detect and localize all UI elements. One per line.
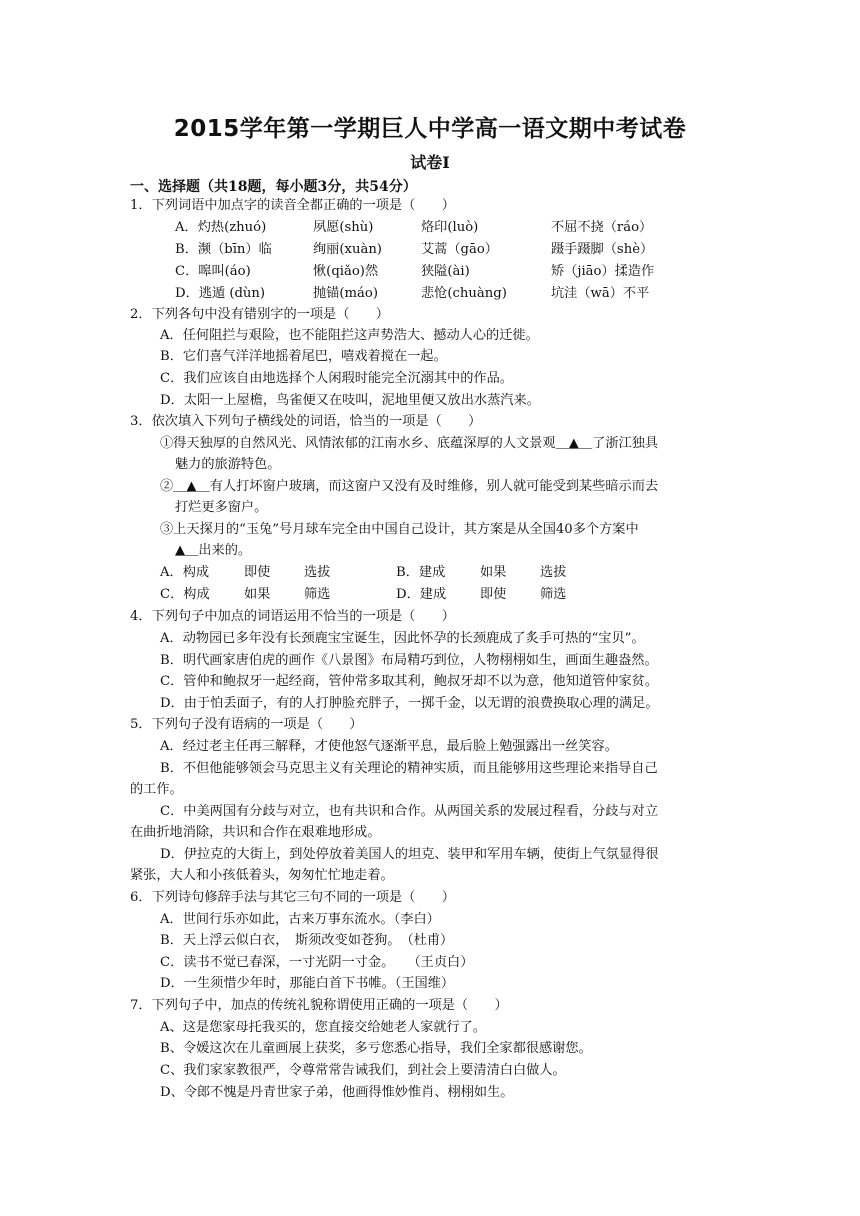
option-cell: 不屈不挠（ráo） <box>551 220 653 235</box>
question-4-option-a: A．动物园已多年没有长颈鹿宝宝诞生，因此怀孕的长颈鹿成了炙手可热的“宝贝”。 <box>160 631 645 646</box>
question-6-option-a: A．世间行乐亦如此，古来万事东流水。（李白） <box>160 912 440 927</box>
option-cell: 选拔 <box>304 565 331 580</box>
option-cell: 筛选 <box>304 587 331 602</box>
question-5-option-a: A．经过老主任再三解释，才使他怒气逐渐平息，最后脸上勉强露出一丝笑容。 <box>160 739 618 754</box>
option-cell: 如果 <box>480 565 507 580</box>
question-5-stem: 5．下列句子没有语病的一项是（ ） <box>130 717 363 732</box>
option-cell: C．构成 <box>160 587 210 602</box>
question-2-option-a: A．任何阻拦与艰险，也不能阻拦这声势浩大、撼动人心的迁徙。 <box>160 328 539 343</box>
option-cell: 狭隘(ài) <box>421 264 470 279</box>
question-7-option-b: B、令媛这次在儿童画展上获奖，多亏您悉心指导，我们全家都很感谢您。 <box>160 1041 592 1056</box>
question-1-option-b <box>175 241 653 259</box>
option-cell: C．嗥叫(áo) <box>175 264 251 279</box>
option-cell: A．构成 <box>160 565 210 580</box>
option-cell: 悲怆(chuàng) <box>421 286 507 301</box>
question-3-sentence-1: ①得天独厚的自然风光、风情浓郁的江南水乡、底蕴深厚的人文景观＿▲＿了浙江独具 <box>160 436 659 451</box>
option-cell: 抛锚(máo) <box>313 286 378 301</box>
section-heading: 一、选择题（共18题，每小题3分，共54分） <box>130 179 417 195</box>
question-3-stem: 3．依次填入下列句子横线处的词语，恰当的一项是（ ） <box>130 414 482 429</box>
question-3-options-ab <box>160 564 566 582</box>
question-3-sentence-2: ②＿▲＿有人打坏窗户玻璃，而这窗户又没有及时维修，别人就可能受到某些暗示而去 <box>160 479 659 494</box>
question-7-option-c: C、我们家家教很严，令尊常常告诫我们，到社会上要清清白白做人。 <box>160 1063 566 1078</box>
option-cell: 坑洼（wā）不平 <box>551 286 650 301</box>
question-4-option-c: C．管仲和鲍叔牙一起经商，管仲常多取其利，鲍叔牙却不以为意，他知道管仲家贫。 <box>160 674 659 689</box>
question-6-option-c: C．读书不觉已春深，一寸光阴一寸金。 （王贞白） <box>160 955 474 970</box>
option-cell: 筛选 <box>540 587 567 602</box>
question-6-option-d: D．一生须惜少年时，那能白首下书帷。（王国维） <box>160 976 455 991</box>
question-5-option-d-cont: 紧张，大人和小孩低着头，匆匆忙忙地走着。 <box>130 868 394 883</box>
question-2-option-d: D．太阳一上屋檐，鸟雀便又在吱叫，泥地里便又放出水蒸汽来。 <box>160 393 540 408</box>
option-cell: 绚丽(xuàn) <box>313 242 382 257</box>
question-1-stem: 1．下列词语中加点字的读音全都正确的一项是（ ） <box>130 198 455 213</box>
option-cell: 即使 <box>480 587 507 602</box>
option-cell: 选拔 <box>540 565 567 580</box>
question-2-option-b: B．它们喜气洋洋地摇着尾巴，嘻戏着搅在一起。 <box>160 349 447 364</box>
question-3-sentence-2-cont: 打烂更多窗户。 <box>175 500 268 515</box>
question-4-stem: 4．下列句子中加点的词语运用不恰当的一项是（ ） <box>130 609 455 624</box>
option-cell: 矫（jiāo）揉造作 <box>551 264 655 279</box>
paper-subtitle: 试卷Ⅰ <box>410 153 450 172</box>
question-2-stem: 2．下列各句中没有错别字的一项是（ ） <box>130 307 389 322</box>
option-cell: 即使 <box>244 565 271 580</box>
question-3-sentence-3-cont: ▲＿出来的。 <box>175 543 252 558</box>
question-1-option-d <box>175 285 649 303</box>
page-title: 2015学年第一学期巨人中学高一语文期中考试卷 <box>173 116 687 142</box>
question-6-option-b: B．天上浮云似白衣， 斯须改变如苍狗。 （杜甫） <box>160 933 454 948</box>
question-7-stem: 7．下列句子中，加点的传统礼貌称谓使用正确的一项是（ ） <box>130 998 508 1013</box>
option-cell: A．灼热(zhuó) <box>175 220 267 235</box>
question-5-option-b-cont: 的工作。 <box>130 782 183 797</box>
option-cell: 如果 <box>244 587 271 602</box>
question-4-option-d: D．由于怕丢面子，有的人打肿脸充胖子，一掷千金，以无谓的浪费换取心理的满足。 <box>160 696 659 711</box>
question-5-option-c-cont: 在曲折地消除，共识和合作在艰难地形成。 <box>130 825 381 840</box>
question-1-option-c <box>175 263 654 281</box>
question-4-option-b: B．明代画家唐伯虎的画作《八景图》布局精巧到位，人物栩栩如生，画面生趣盎然。 <box>160 653 658 668</box>
question-5-option-d: D．伊拉克的大街上，到处停放着美国人的坦克、装甲和军用车辆，使街上气氛显得很 <box>160 847 659 862</box>
question-5-option-b: B．不但他能够领会马克思主义有关理论的精神实质，而且能够用这些理论来指导自己 <box>160 761 658 776</box>
question-3-sentence-1-cont: 魅力的旅游特色。 <box>175 457 281 472</box>
question-2-option-c: C．我们应该自由地选择个人闲瑕时能完全沉溺其中的作品。 <box>160 371 513 386</box>
question-7-option-a: A、这是您家母托我买的，您直接交给她老人家就行了。 <box>160 1020 487 1035</box>
question-7-option-d: D、令郎不愧是丹青世家子弟，他画得惟妙惟肖、栩栩如生。 <box>160 1085 514 1100</box>
question-3-options-cd <box>160 586 566 604</box>
question-5-option-c: C．中美两国有分歧与对立，也有共识和合作。从两国关系的发展过程看，分歧与对立 <box>160 804 659 819</box>
option-cell: 愀(qiǎo)然 <box>313 264 379 279</box>
question-3-sentence-3: ③上天探月的“玉兔”号月球车完全由中国自己设计，其方案是从全国40多个方案中 <box>160 522 639 537</box>
option-cell: 艾蒿（gāo） <box>421 242 498 257</box>
option-cell: B．建成 <box>396 565 446 580</box>
question-6-stem: 6．下列诗句修辞手法与其它三句不同的一项是（ ） <box>130 890 455 905</box>
question-1-option-a <box>175 219 652 237</box>
option-cell: 烙印(luò) <box>421 220 479 235</box>
option-cell: D．建成 <box>396 587 447 602</box>
option-cell: B．濒（bīn）临 <box>175 242 272 257</box>
option-cell: 夙愿(shù) <box>313 220 374 235</box>
option-cell: D．逃遁 (dùn) <box>175 286 266 301</box>
option-cell: 蹑手蹑脚（shè） <box>551 242 654 257</box>
